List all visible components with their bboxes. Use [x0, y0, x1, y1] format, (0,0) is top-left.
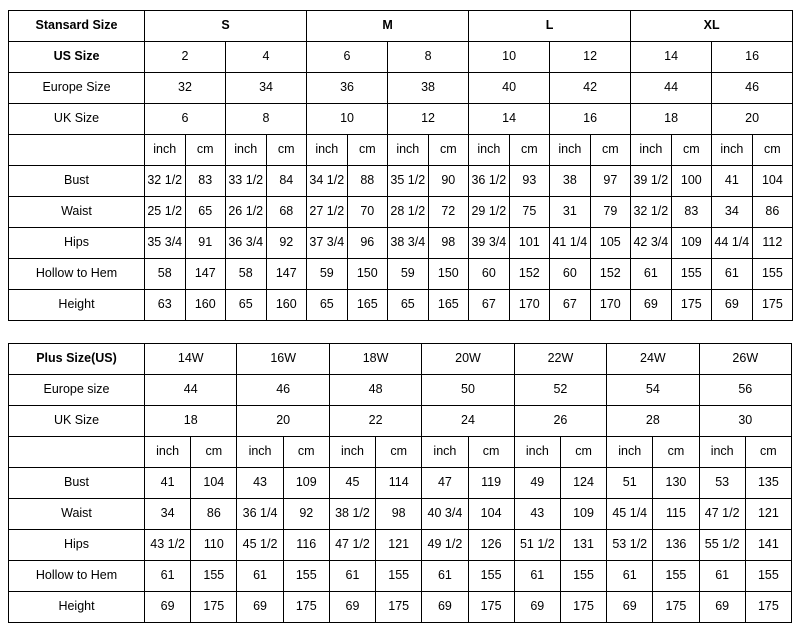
waist-cell: 86 — [191, 499, 237, 530]
europe-size-cell: 36 — [307, 73, 388, 104]
plus-size-cell: 16W — [237, 344, 329, 375]
hollow-cell: 61 — [145, 561, 191, 592]
height-cell: 165 — [428, 290, 469, 321]
height-cell: 63 — [145, 290, 186, 321]
uk-size-cell: 30 — [699, 406, 791, 437]
unit-cell: inch — [514, 437, 560, 468]
us-size-cell: 10 — [469, 42, 550, 73]
table-row-uk-size — [9, 104, 793, 135]
europe-size-cell: 32 — [145, 73, 226, 104]
hips-cell: 92 — [266, 228, 307, 259]
row-label-hollow-to-hem: Hollow to Hem — [9, 561, 145, 592]
height-cell: 69 — [329, 592, 375, 623]
waist-cell: 34 — [145, 499, 191, 530]
uk-size-cell: 28 — [607, 406, 699, 437]
bust-cell: 83 — [185, 166, 226, 197]
height-cell: 175 — [376, 592, 422, 623]
plus-size-cell: 14W — [145, 344, 237, 375]
unit-cell: inch — [550, 135, 591, 166]
bust-cell: 84 — [266, 166, 307, 197]
hips-cell: 141 — [745, 530, 791, 561]
uk-size-cell: 14 — [469, 104, 550, 135]
waist-cell: 79 — [590, 197, 631, 228]
height-cell: 175 — [468, 592, 514, 623]
europe-size-cell: 46 — [237, 375, 329, 406]
waist-cell: 29 1/2 — [469, 197, 510, 228]
bust-cell: 45 — [329, 468, 375, 499]
hips-cell: 53 1/2 — [607, 530, 653, 561]
height-cell: 69 — [712, 290, 753, 321]
hips-cell: 112 — [752, 228, 793, 259]
waist-cell: 75 — [509, 197, 550, 228]
hollow-cell: 155 — [560, 561, 606, 592]
europe-size-cell: 44 — [631, 73, 712, 104]
hips-cell: 109 — [671, 228, 712, 259]
waist-cell: 26 1/2 — [226, 197, 267, 228]
group-header-m: M — [307, 11, 469, 42]
row-label-europe-size: Europe Size — [9, 73, 145, 104]
hips-cell: 51 1/2 — [514, 530, 560, 561]
hips-cell: 43 1/2 — [145, 530, 191, 561]
height-cell: 65 — [307, 290, 348, 321]
waist-cell: 47 1/2 — [699, 499, 745, 530]
height-cell: 69 — [699, 592, 745, 623]
table-row-waist — [9, 499, 792, 530]
bust-cell: 41 — [145, 468, 191, 499]
hips-cell: 44 1/4 — [712, 228, 753, 259]
hollow-cell: 58 — [226, 259, 267, 290]
waist-cell: 43 — [514, 499, 560, 530]
bust-cell: 32 1/2 — [145, 166, 186, 197]
hollow-cell: 155 — [752, 259, 793, 290]
height-cell: 175 — [745, 592, 791, 623]
uk-size-cell: 6 — [145, 104, 226, 135]
hips-cell: 41 1/4 — [550, 228, 591, 259]
uk-size-cell: 16 — [550, 104, 631, 135]
unit-cell: cm — [509, 135, 550, 166]
height-cell: 170 — [509, 290, 550, 321]
height-cell: 69 — [514, 592, 560, 623]
hollow-cell: 60 — [550, 259, 591, 290]
hips-cell: 35 3/4 — [145, 228, 186, 259]
row-label-uk-size: UK Size — [9, 104, 145, 135]
table-row-hips — [9, 530, 792, 561]
table-row-plus-size — [9, 344, 792, 375]
bust-cell: 41 — [712, 166, 753, 197]
standard-size-table — [8, 10, 793, 321]
plus-size-cell: 20W — [422, 344, 514, 375]
hollow-cell: 61 — [607, 561, 653, 592]
unit-cell: cm — [752, 135, 793, 166]
hollow-cell: 61 — [514, 561, 560, 592]
row-label-waist: Waist — [9, 197, 145, 228]
empty-cell — [9, 437, 145, 468]
hips-cell: 36 3/4 — [226, 228, 267, 259]
hips-cell: 121 — [376, 530, 422, 561]
waist-cell: 104 — [468, 499, 514, 530]
hips-cell: 131 — [560, 530, 606, 561]
unit-cell: cm — [266, 135, 307, 166]
table-row-waist — [9, 197, 793, 228]
height-cell: 175 — [560, 592, 606, 623]
row-label-hips: Hips — [9, 228, 145, 259]
hips-cell: 105 — [590, 228, 631, 259]
unit-cell: inch — [712, 135, 753, 166]
hips-cell: 37 3/4 — [307, 228, 348, 259]
bust-cell: 119 — [468, 468, 514, 499]
height-cell: 65 — [388, 290, 429, 321]
plus-size-cell: 24W — [607, 344, 699, 375]
uk-size-cell: 18 — [631, 104, 712, 135]
height-cell: 175 — [653, 592, 699, 623]
europe-size-cell: 54 — [607, 375, 699, 406]
uk-size-cell: 26 — [514, 406, 606, 437]
height-cell: 175 — [752, 290, 793, 321]
bust-cell: 51 — [607, 468, 653, 499]
hollow-cell: 152 — [590, 259, 631, 290]
bust-cell: 33 1/2 — [226, 166, 267, 197]
uk-size-cell: 24 — [422, 406, 514, 437]
table-row-standard-size — [9, 11, 793, 42]
hollow-cell: 147 — [185, 259, 226, 290]
row-label-europe-size: Europe size — [9, 375, 145, 406]
hips-cell: 91 — [185, 228, 226, 259]
unit-cell: cm — [283, 437, 329, 468]
bust-cell: 114 — [376, 468, 422, 499]
us-size-cell: 2 — [145, 42, 226, 73]
height-cell: 170 — [590, 290, 631, 321]
unit-cell: inch — [388, 135, 429, 166]
height-cell: 67 — [550, 290, 591, 321]
hollow-cell: 61 — [631, 259, 672, 290]
us-size-cell: 4 — [226, 42, 307, 73]
us-size-cell: 6 — [307, 42, 388, 73]
unit-cell: cm — [590, 135, 631, 166]
bust-cell: 100 — [671, 166, 712, 197]
height-cell: 165 — [347, 290, 388, 321]
hollow-cell: 155 — [653, 561, 699, 592]
unit-cell: cm — [560, 437, 606, 468]
hips-cell: 136 — [653, 530, 699, 561]
height-cell: 175 — [671, 290, 712, 321]
waist-cell: 28 1/2 — [388, 197, 429, 228]
bust-cell: 49 — [514, 468, 560, 499]
hips-cell: 101 — [509, 228, 550, 259]
unit-cell: cm — [468, 437, 514, 468]
height-cell: 160 — [185, 290, 226, 321]
unit-cell: cm — [191, 437, 237, 468]
unit-cell: inch — [145, 437, 191, 468]
unit-cell: cm — [653, 437, 699, 468]
europe-size-cell: 34 — [226, 73, 307, 104]
hips-cell: 126 — [468, 530, 514, 561]
table-gap-spacer — [8, 321, 792, 343]
table-row-europe-size — [9, 375, 792, 406]
bust-cell: 109 — [283, 468, 329, 499]
waist-cell: 45 1/4 — [607, 499, 653, 530]
uk-size-cell: 12 — [388, 104, 469, 135]
bust-cell: 104 — [752, 166, 793, 197]
hollow-cell: 61 — [422, 561, 468, 592]
waist-cell: 27 1/2 — [307, 197, 348, 228]
bust-cell: 135 — [745, 468, 791, 499]
us-size-cell: 14 — [631, 42, 712, 73]
bust-cell: 124 — [560, 468, 606, 499]
bust-cell: 36 1/2 — [469, 166, 510, 197]
height-cell: 69 — [145, 592, 191, 623]
waist-cell: 36 1/4 — [237, 499, 283, 530]
hollow-cell: 155 — [191, 561, 237, 592]
table-row-height — [9, 592, 792, 623]
waist-cell: 109 — [560, 499, 606, 530]
bust-cell: 38 — [550, 166, 591, 197]
uk-size-cell: 8 — [226, 104, 307, 135]
height-cell: 65 — [226, 290, 267, 321]
europe-size-cell: 48 — [329, 375, 421, 406]
bust-cell: 39 1/2 — [631, 166, 672, 197]
europe-size-cell: 46 — [712, 73, 793, 104]
row-label-waist: Waist — [9, 499, 145, 530]
unit-cell: inch — [307, 135, 348, 166]
unit-cell: inch — [329, 437, 375, 468]
hollow-cell: 61 — [699, 561, 745, 592]
empty-cell — [9, 135, 145, 166]
hollow-cell: 155 — [283, 561, 329, 592]
table-row-hollow-to-hem — [9, 561, 792, 592]
bust-cell: 47 — [422, 468, 468, 499]
bust-cell: 43 — [237, 468, 283, 499]
uk-size-cell: 22 — [329, 406, 421, 437]
plus-size-table — [8, 343, 792, 623]
row-label-height: Height — [9, 592, 145, 623]
hips-cell: 116 — [283, 530, 329, 561]
hips-cell: 55 1/2 — [699, 530, 745, 561]
row-label-plus-size: Plus Size(US) — [9, 344, 145, 375]
waist-cell: 115 — [653, 499, 699, 530]
waist-cell: 65 — [185, 197, 226, 228]
group-header-xl: XL — [631, 11, 793, 42]
hollow-cell: 61 — [237, 561, 283, 592]
bust-cell: 53 — [699, 468, 745, 499]
hollow-cell: 150 — [347, 259, 388, 290]
unit-cell: inch — [699, 437, 745, 468]
hollow-cell: 155 — [468, 561, 514, 592]
hips-cell: 47 1/2 — [329, 530, 375, 561]
table-row-bust — [9, 468, 792, 499]
hollow-cell: 61 — [329, 561, 375, 592]
unit-cell: cm — [376, 437, 422, 468]
plus-size-cell: 18W — [329, 344, 421, 375]
plus-size-cell: 22W — [514, 344, 606, 375]
waist-cell: 86 — [752, 197, 793, 228]
waist-cell: 83 — [671, 197, 712, 228]
hollow-cell: 60 — [469, 259, 510, 290]
waist-cell: 32 1/2 — [631, 197, 672, 228]
bust-cell: 34 1/2 — [307, 166, 348, 197]
unit-cell: inch — [469, 135, 510, 166]
unit-cell: cm — [428, 135, 469, 166]
hollow-cell: 61 — [712, 259, 753, 290]
height-cell: 175 — [191, 592, 237, 623]
unit-cell: inch — [422, 437, 468, 468]
bust-cell: 93 — [509, 166, 550, 197]
uk-size-cell: 20 — [712, 104, 793, 135]
unit-cell: inch — [631, 135, 672, 166]
row-label-bust: Bust — [9, 468, 145, 499]
hollow-cell: 59 — [388, 259, 429, 290]
height-cell: 69 — [607, 592, 653, 623]
us-size-cell: 16 — [712, 42, 793, 73]
unit-cell: inch — [226, 135, 267, 166]
unit-cell: inch — [607, 437, 653, 468]
table-row-europe-size — [9, 73, 793, 104]
hollow-cell: 150 — [428, 259, 469, 290]
waist-cell: 38 1/2 — [329, 499, 375, 530]
bust-cell: 88 — [347, 166, 388, 197]
europe-size-cell: 38 — [388, 73, 469, 104]
height-cell: 69 — [422, 592, 468, 623]
europe-size-cell: 40 — [469, 73, 550, 104]
waist-cell: 40 3/4 — [422, 499, 468, 530]
hollow-cell: 147 — [266, 259, 307, 290]
unit-cell: cm — [185, 135, 226, 166]
bust-cell: 97 — [590, 166, 631, 197]
waist-cell: 98 — [376, 499, 422, 530]
group-header-l: L — [469, 11, 631, 42]
height-cell: 175 — [283, 592, 329, 623]
plus-size-cell: 26W — [699, 344, 791, 375]
waist-cell: 92 — [283, 499, 329, 530]
row-label-us-size: US Size — [9, 42, 145, 73]
hips-cell: 38 3/4 — [388, 228, 429, 259]
hips-cell: 98 — [428, 228, 469, 259]
bust-cell: 35 1/2 — [388, 166, 429, 197]
table-row-hollow-to-hem — [9, 259, 793, 290]
europe-size-cell: 44 — [145, 375, 237, 406]
group-header-s: S — [145, 11, 307, 42]
us-size-cell: 8 — [388, 42, 469, 73]
bust-cell: 130 — [653, 468, 699, 499]
hollow-cell: 155 — [745, 561, 791, 592]
table-row-height — [9, 290, 793, 321]
waist-cell: 72 — [428, 197, 469, 228]
waist-cell: 70 — [347, 197, 388, 228]
table-row-hips — [9, 228, 793, 259]
row-label-hollow-to-hem: Hollow to Hem — [9, 259, 145, 290]
table-row-bust — [9, 166, 793, 197]
hips-cell: 45 1/2 — [237, 530, 283, 561]
unit-cell: cm — [745, 437, 791, 468]
uk-size-cell: 10 — [307, 104, 388, 135]
waist-cell: 121 — [745, 499, 791, 530]
waist-cell: 34 — [712, 197, 753, 228]
row-label-uk-size: UK Size — [9, 406, 145, 437]
unit-cell: inch — [237, 437, 283, 468]
uk-size-cell: 20 — [237, 406, 329, 437]
hips-cell: 42 3/4 — [631, 228, 672, 259]
us-size-cell: 12 — [550, 42, 631, 73]
hollow-cell: 58 — [145, 259, 186, 290]
unit-cell: cm — [347, 135, 388, 166]
hollow-cell: 155 — [376, 561, 422, 592]
hollow-cell: 155 — [671, 259, 712, 290]
table-row-units — [9, 437, 792, 468]
europe-size-cell: 56 — [699, 375, 791, 406]
row-label-standard-size: Stansard Size — [9, 11, 145, 42]
hips-cell: 110 — [191, 530, 237, 561]
unit-cell: inch — [145, 135, 186, 166]
waist-cell: 68 — [266, 197, 307, 228]
table-row-uk-size — [9, 406, 792, 437]
height-cell: 67 — [469, 290, 510, 321]
table-row-us-size — [9, 42, 793, 73]
hips-cell: 49 1/2 — [422, 530, 468, 561]
height-cell: 69 — [237, 592, 283, 623]
hollow-cell: 59 — [307, 259, 348, 290]
unit-cell: cm — [671, 135, 712, 166]
height-cell: 69 — [631, 290, 672, 321]
row-label-bust: Bust — [9, 166, 145, 197]
height-cell: 160 — [266, 290, 307, 321]
uk-size-cell: 18 — [145, 406, 237, 437]
waist-cell: 31 — [550, 197, 591, 228]
hips-cell: 96 — [347, 228, 388, 259]
hollow-cell: 152 — [509, 259, 550, 290]
row-label-hips: Hips — [9, 530, 145, 561]
europe-size-cell: 50 — [422, 375, 514, 406]
hips-cell: 39 3/4 — [469, 228, 510, 259]
europe-size-cell: 52 — [514, 375, 606, 406]
table-row-units — [9, 135, 793, 166]
europe-size-cell: 42 — [550, 73, 631, 104]
bust-cell: 90 — [428, 166, 469, 197]
row-label-height: Height — [9, 290, 145, 321]
bust-cell: 104 — [191, 468, 237, 499]
waist-cell: 25 1/2 — [145, 197, 186, 228]
